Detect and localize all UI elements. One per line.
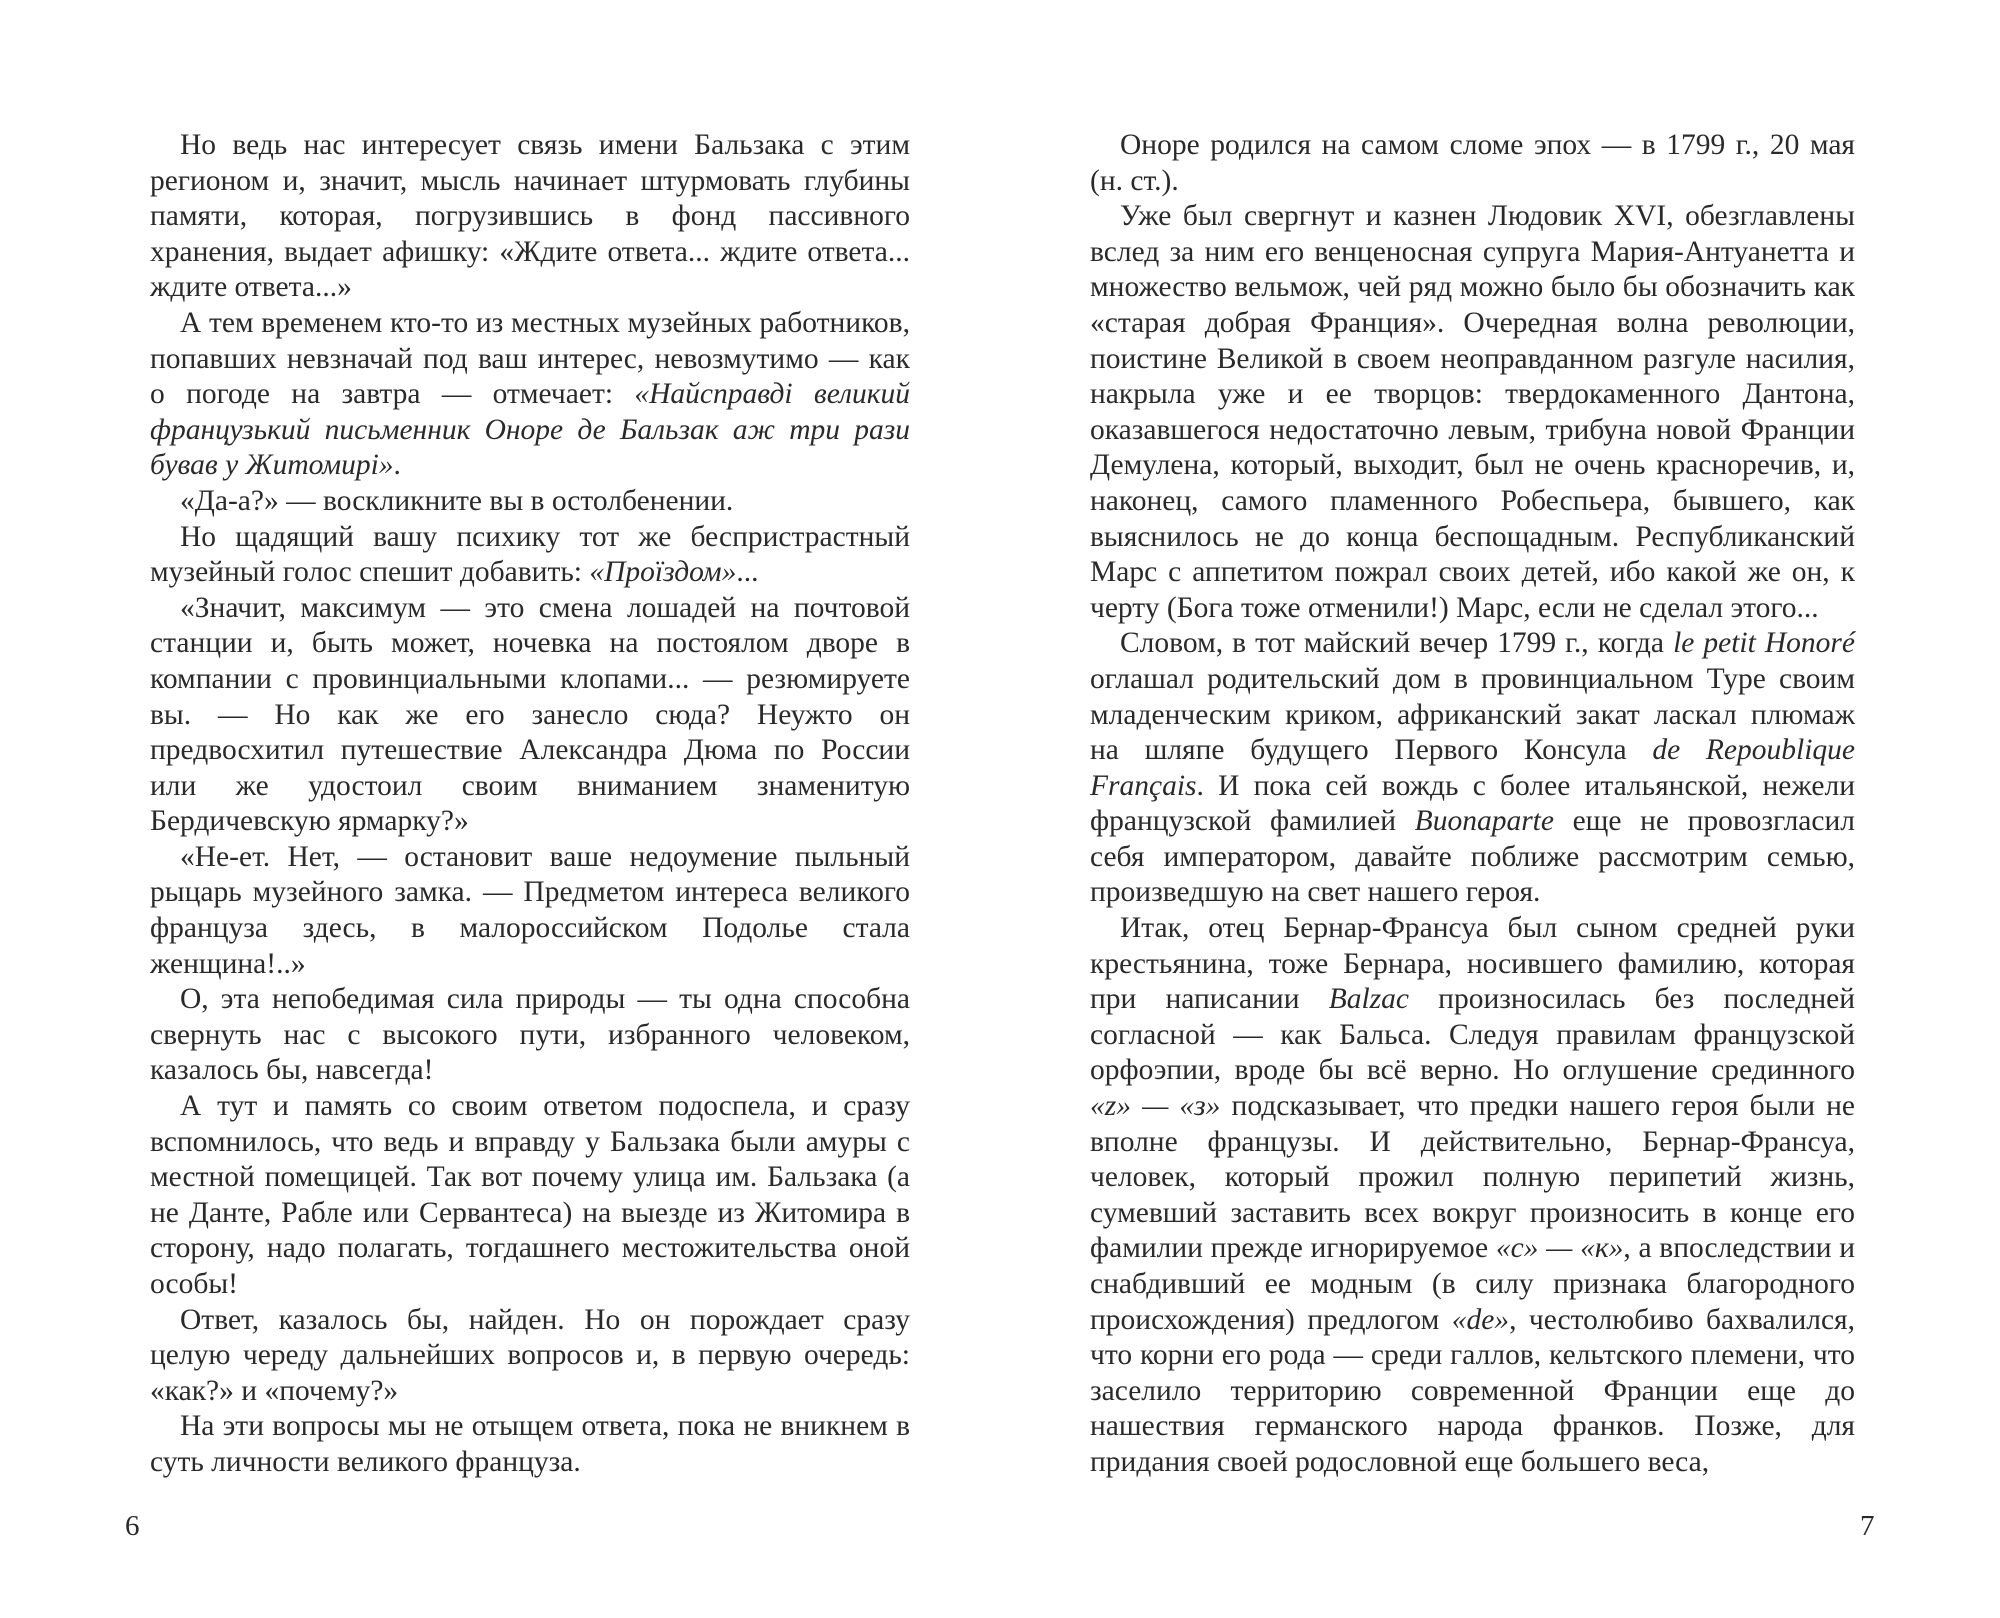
foreign-term-italic: le petit Honoré <box>1673 627 1855 660</box>
right-page-text <box>1090 128 1855 1481</box>
foreign-term-italic: Balzac <box>1328 983 1409 1016</box>
paragraph: Словом, в тот майский вечер 1799 г., когда le petit Honoré оглашал родительский дом в провинциальном Туре своим младенческим криком, африканский закат ласкал плюмаж на шляпе будущего Первого Консула de Repoublique Français. И пока сей вождь с более итальянской, нежели французской фамилией Buonaparte еще не провозгласил себя императором, давайте поближе рассмотрим семью, произведшую на свет нашего героя. <box>1090 627 1856 909</box>
paragraph: Но ведь нас интересует связь имени Бальзака с этим регионом и, значит, мысль начинает штурмовать глубины памяти, которая, погрузившись в фонд пассивного хранения, выдает афишку: «Ждите ответа... ждите ответа... ждите ответа...» <box>150 129 910 304</box>
foreign-term-italic: de Repoublique Français <box>1090 734 1855 802</box>
paragraph: «Значит, максимум — это смена лошадей на почтовой станции и, быть может, ночевка на постоялом дворе в компании с провинциальными клопами... — резюмируете вы. — Но как же его занесло сюда? Неужто он предвосхитил путешествие Александра Дюма по России или же удостоил своим вниманием знаменитую Бердичевскую ярмарку?» <box>150 591 910 838</box>
paragraph: На эти вопросы мы не отыщем ответа, пока не вникнем в суть личности великого француза. <box>150 1410 910 1478</box>
paragraph: «Не-ет. Нет, — остановит ваше недоумение пыльный рыцарь музейного замка. — Предметом интереса великого француза здесь, в малороссийском Подолье стала женщина!..» <box>150 840 910 980</box>
letter-term-italic: «с» — «к» <box>1495 1232 1624 1265</box>
paragraph: Ответ, казалось бы, найден. Но он порождает сразу целую череду дальнейших вопросов и, в первую очередь: «как?» и «почему?» <box>150 1303 910 1407</box>
paragraph: А тут и память со своим ответом подоспела, и сразу вспомнилось, что ведь и вправду у Бальзака были амуры с местной помещицей. Так вот почему улица им. Бальзака (а не Данте, Рабле или Сервантеса) на выезде из Житомира в сторону, надо полагать, тогдашнего местожительства оной особы! <box>150 1090 910 1300</box>
page-number: 6 <box>125 1510 140 1542</box>
quote-italic: «Найсправдi великий французький письменник Оноре де Бальзак аж три рази бував у Житомирi» <box>150 378 910 482</box>
paragraph: О, эта непобедимая сила природы — ты одна способна свернуть нас с высокого пути, избранного человеком, казалось бы, навсегда! <box>150 983 910 1087</box>
left-page-text <box>150 128 910 1481</box>
quote-italic: «Проїздом» <box>589 556 737 589</box>
paragraph: «Да-а?» — воскликните вы в остолбенении. <box>180 484 734 517</box>
paragraph: А тем временем кто-то из местных музейных работников, попавших невзначай под ваш интерес, невозмутимо — как о погоде на завтра — отмечает: «Найсправдi великий французький письменник Оноре де Бальзак аж три рази бував у Житомирi». <box>150 306 910 482</box>
foreign-term-italic: Buonaparte <box>1414 805 1554 838</box>
paragraph: Но щадящий вашу психику тот же беспристрастный музейный голос спешит добавить: «Проїздом»... <box>150 520 910 589</box>
letter-term-italic: «z» — «з» <box>1090 1090 1221 1123</box>
paragraph: Уже был свергнут и казнен Людовик XVI, обезглавлены вслед за ним его венценосная супруга Мария-Антуанетта и множество вельмож, чей ряд можно было бы обозначить как «старая добрая Франция». Очередная волна революции, поистине Великой в своем неоправданном разгуле насилия, накрыла уже и ее творцов: твердокаменного Дантона, оказавшегося недостаточно левым, трибуна новой Франции Демулена, который, выходит, был не очень красноречив, и, наконец, самого пламенного Робеспьера, бывшего, как выяснилось не до конца беспощадным. Республиканский Марс с аппетитом пожрал своих детей, ибо какой же он, к черту (Бога тоже отменили!) Марс, если не сделал этого... <box>1090 200 1855 624</box>
right-page <box>1000 0 2000 1618</box>
letter-term-italic: «de» <box>1451 1303 1510 1336</box>
page-number: 7 <box>1860 1510 1875 1542</box>
paragraph: Оноре родился на самом сломе эпох — в 1799 г., 20 мая (н. ст.). <box>1090 129 1855 197</box>
paragraph: Итак, отец Бернар-Франсуа был сыном средней руки крестьянина, тоже Бернара, носившего фамилию, которая при написании Balzac произносилась без последней согласной — как Бальса. Следуя правилам французской орфоэпии, вроде бы всё верно. Но оглушение срединного «z» — «з» подсказывает, что предки нашего героя были не вполне французы. И действительно, Бернар-Франсуа, человек, который прожил полную перипетий жизнь, сумевший заставить всех вокруг произносить в конце его фамилии прежде игнорируемое «с» — «к», а впоследствии и снабдивший ее модным (в силу признака благородного происхождения) предлогом «de», честолюбиво бахвалился, что корни его рода — среди галлов, кельтского племени, что заселило территорию современной Франции еще до нашествия германского народа франков. Позже, для придания своей родословной еще большего веса, <box>1090 912 1855 1478</box>
